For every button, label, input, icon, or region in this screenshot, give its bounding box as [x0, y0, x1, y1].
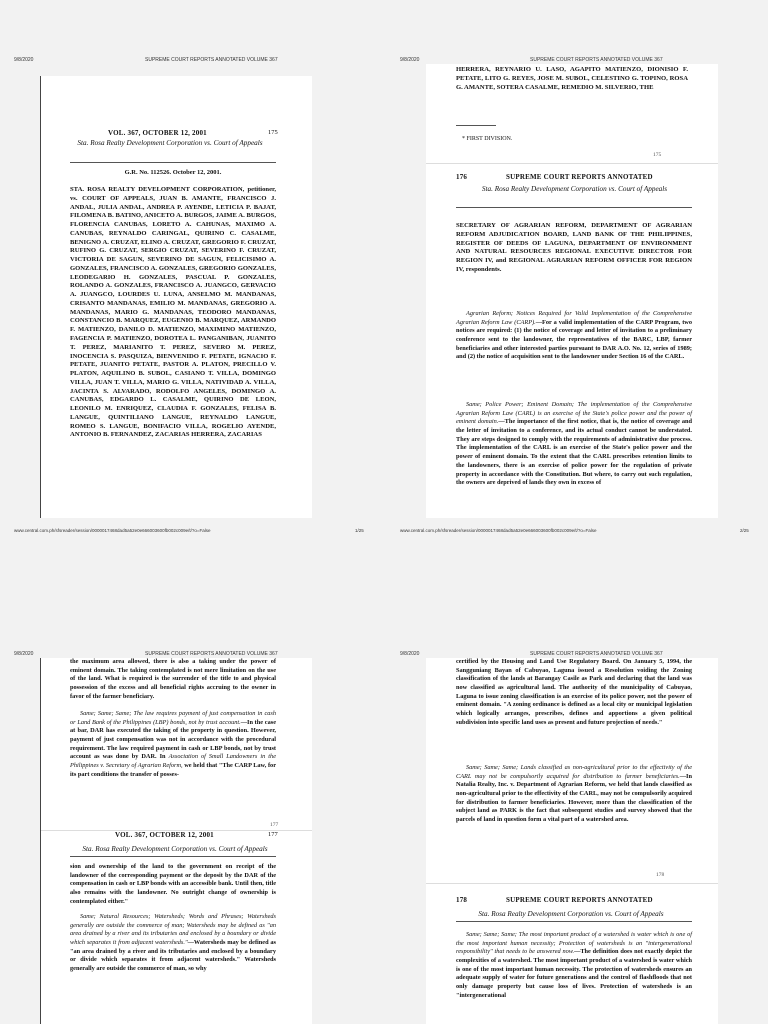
page-break-rule: [426, 163, 718, 164]
syllabus-5-topic: Same; Same; Same; Lands classified as non-agricultural prior to the effectivity of the CARL may not be compulsorily acquired for distribution to farmer beneficiaries.: [456, 764, 692, 780]
syllabus-4: [70, 913, 276, 974]
print-url: www.central.com.ph/sfsreader/session/0000017468dad5a52e0e666003600fb002c009e/t/?o=False: [14, 528, 211, 533]
print-date: 9/8/2020: [14, 651, 34, 657]
caption-rule: [456, 207, 692, 208]
syllabus-3-citation: Association of Small Landowners in the Philippines v. Secretary of Agrarian Reform,: [70, 753, 276, 770]
syllabus-5: [456, 764, 692, 825]
gr-number: G.R. No. 112526. October 12, 2001.: [124, 169, 222, 176]
page-number: 175: [268, 129, 278, 136]
syllabus-2-topic: Same; Police Power; Eminent Domain; The implementation of the Comprehensive Agrarian Reform Law (CARL) is an exercise of the State's police power and the power of eminent domain.: [456, 401, 692, 426]
case-parties-continued: HERRERA, REYNARIO U. LASO, AGAPITO MATIENZO, DIONISIO F. PETATE, LITO G. REYES, JOSE M. SUBOL, CELESTINO G. TOPINO, ROSA G. AMANTE, SOTERA CASALME, REMEDIO M. SILVERIO, THE: [456, 66, 688, 91]
page-edge-line: [40, 658, 41, 1024]
respondents: SECRETARY OF AGRARIAN REFORM, DEPARTMENT OF AGRARIAN REFORM ADJUDICATION BOARD, LAND BANK OF THE PHILIPPINES, REGISTER OF DEEDS OF LAGUNA, DEPARTMENT OF ENVIRONMENT AND NATURAL RESOURCES REGIONAL EXECUTIVE DIRECTOR FOR REGION IV, and REGIONAL AGRARIAN REFORM OFFICER FOR REGION IV, respondents.: [456, 222, 692, 273]
print-page-count: 1/25: [355, 528, 364, 533]
syllabus-4-text: —Watersheds may be defined as "an area drained by a river and its tributaries and enclosed by a boundary or divide which separates it from adjacent watersheds." Watersheds generally are outside the commerce of man, so why: [70, 939, 276, 973]
case-parties: STA. ROSA REALTY DEVELOPMENT CORPORATION, petitioner, vs. COURT OF APPEALS, JUAN B. AMANTE, FRANCISCO J. ANDAL, JULIA ANDAL, ANDREA P. AYENDE, LETICIA P. BAJAT, FILOMENA B. BATINO, ANICETO A. BURGOS, JAIME A. BURGOS, FLORENCIA CANUBAS, LORETO A. CAHUNAS, MAXIMO A. CANUBAS, REYNALDO CARINGAL, QUIRINO C. CASALME, BENIGNO A. CRUZAT, ELINO A. CRUZAT, GREGORIO F. CRUZAT, RUFINO G. CRUZAT, SERGIO CRUZAT, SEVERINO F. CRUZAT, VICTORIA DE SAGUN, SEVERINO DE SAGUN, FELICISIMO A. GONZALES, FRANCISCO A. GONZALES, GREGORIO GONZALES, LEODEGARIO H. GONZALES, PASCUAL P. GONZALES, ROLANDO A. GONZALES, FRANCISCO A. JUANGCO, GERVACIO A. JUANGCO, LOURDES U. LUNA, ANSELMO M. MANDANAS, CRISANTO MANDANAS, EMILIO M. MANDANAS, GREGORIO A. MANDANAS, MARIO G. MANDANAS, TEODORO MANDANAS, CONSTANCIO B. MARQUEZ, EUGENIO B. MARQUEZ, ARMANDO F. MATIENZO, DANILO D. MATIENZO, MAXIMINO MATIENZO, FAGENCIA P. MATIENZO, DOROTEA L. PANGANIBAN, JUANITO T. PEREZ, MARIANITO T. PEREZ, SEVERO M. PEREZ, INOCENCIA S. PASQUIZA, BIENVENIDO F. PETATE, IGNACIO F. PETATE, JUANITO PETATE, PASTOR A. PLATON, PRECILLO V. PLATON, AQUILINO B. SUBOL, CASIANO T. VILLA, DOMINGO VILLA, JUAN T. VILLA, MARIO G. VILLA, NATIVIDAD A. VILLA, JACINTA S. ALVARADO, RODOLFO ANGELES, DOMINGO A. CANUBAS, EDGARDO L. CASALME, QUIRINO DE LEON, LEONILO M. ENRIQUEZ, CLAUDIA F. GONZALES, FELISA B. LANGUE, QUINTILIANO LANGUE, REYNALDO LANGUE, ROMEO S. LANGUE, BONIFACIO VILLA, ROGELIO AYENDE, ANTONIO B. FERNANDEZ, ZACARIAS HERRERA, ZACARIAS: [70, 186, 276, 439]
print-title: SUPREME COURT REPORTS ANNOTATED VOLUME 367: [145, 57, 278, 63]
running-head: SUPREME COURT REPORTS ANNOTATED: [506, 173, 653, 181]
page-edge-line: [40, 76, 41, 518]
folio-number: 177: [270, 822, 279, 828]
running-head: SUPREME COURT REPORTS ANNOTATED: [506, 896, 653, 904]
page-3: [40, 658, 312, 1024]
print-date: 9/8/2020: [400, 651, 420, 657]
case-caption: Sta. Rosa Realty Development Corporation vs. Court of Appeals: [478, 910, 664, 918]
print-title: SUPREME COURT REPORTS ANNOTATED VOLUME 367: [530, 57, 663, 63]
syllabus-1-text: —For a valid implementation of the CARP Program, two notices are required: (1) the notice of coverage and letter of invitation to a preliminary conference sent to the landowner, the representatives of the BARC, LBP, farmer beneficiaries and other interested parties pursuant to DAR A.O. No. 12, series of 1989; and (2) the notice of acquisition sent to the landowner under Section 16 of the CARL.: [456, 318, 692, 361]
syllabus-6-text: —The definition does not exactly depict the complexities of a watershed. The most important product of a watershed is water which is one of the most important human necessity. The protection of watersheds ensures an adequate supply of water for future generations and the control of flashfloods that not only damage property but cause loss of lives. Protection of watersheds is an "intergenerational: [456, 948, 692, 999]
page-1: [40, 76, 312, 518]
running-head: VOL. 367, OCTOBER 12, 2001: [115, 831, 214, 839]
page-break-rule: [426, 883, 718, 884]
page-4: [426, 658, 718, 1024]
footnote-rule: [456, 125, 496, 126]
case-caption: Sta. Rosa Realty Development Corporation vs. Court of Appeals: [82, 845, 268, 853]
footnote: * FIRST DIVISION.: [462, 136, 513, 142]
print-date: 9/8/2020: [14, 57, 34, 63]
syllabus-3-text: —In the case at bar, DAR has executed the taking of the property in question. However, payment of just compensation was not in accordance with the procedural requirement. The law required payment in cash or LBP bonds, not by trust account as was done by DAR. In: [70, 718, 276, 761]
syllabus-3-topic: Same; Same; Same; The law requires payment of just compensation in cash or Land Bank of the Philippines (LBP) bonds, not by trust account.: [70, 710, 276, 726]
syllabus-6: [456, 931, 692, 1001]
syllabus-4-topic: Same; Natural Resources; Watersheds; Words and Phrases; Watersheds generally are outside the commerce of man; Watersheds may be defined as "an area drained by a river and its tributaries and enclosed by a boundary or divide which separates it from adjacent watersheds.": [70, 913, 276, 947]
caption-rule: [70, 162, 276, 163]
page-number: 176: [456, 173, 468, 181]
print-page-count: 2/25: [740, 528, 749, 533]
continued-text: sion and ownership of the land to the government on receipt of the landowner of the corresponding payment or the deposit by the DAR of the compensation in cash or LBP bonds with an accessible bank. Until then, title also remains with the landowner. No outright change of ownership is contemplated either.": [70, 863, 276, 905]
running-head: VOL. 367, OCTOBER 12, 2001: [108, 129, 207, 137]
opening-text: the maximum area allowed, there is also a taking under the power of eminent domain. The taking contemplated is not mere limitation on the use of the land. What is required is the surrender of the title to and physical possession of the excess and all beneficial rights accruing to the owner in favor of the farmer beneficiary.: [70, 658, 276, 700]
page-number: 178: [456, 896, 468, 904]
print-url: www.central.com.ph/sfsreader/session/0000017468dad5a52e0e666003600fb002c009e/t/?o=False: [400, 528, 597, 533]
page-number: 177: [268, 831, 278, 838]
syllabus-1-topic: Agrarian Reform; Notices Required for Valid Implementation of the Comprehensive Agrarian Reform Law (CARP).: [456, 310, 692, 326]
syllabus-2: [456, 401, 692, 488]
opening-paragraph: [70, 658, 276, 701]
syllabus-3: [70, 710, 276, 780]
continued-paragraph: [70, 863, 276, 906]
syllabus-1: [456, 310, 692, 362]
caption-rule: [456, 921, 692, 922]
print-date: 9/8/2020: [400, 57, 420, 63]
folio-number: 175: [653, 152, 662, 158]
print-title: SUPREME COURT REPORTS ANNOTATED VOLUME 367: [145, 651, 278, 657]
caption-rule: [70, 856, 276, 857]
syllabus-2-text: —The importance of the first notice, that is, the notice of coverage and the letter of invitation to a conference, and its actual conduct cannot be understated. They are steps designed to comply with the requirements of administrative due process. The implementation of the CARL is an exercise of the State's police power and the power of eminent domain. To the extent that the CARL prescribes retention limits to the landowners, there is an exercise of police power for the regulation of private property in accordance with the Constitution. But where, to carry out such regulation, the owners are deprived of lands they own in excess of: [456, 418, 692, 487]
case-caption: Sta. Rosa Realty Development Corporation vs. Court of Appeals: [481, 185, 668, 193]
print-title: SUPREME COURT REPORTS ANNOTATED VOLUME 367: [530, 651, 663, 657]
page-2: [426, 64, 718, 518]
opening-text: certified by the Housing and Land Use Regulatory Board. On January 5, 1994, the Sangguniang Bayan of Cabuyao, Laguna issued a Resolution voiding the Zoning classification of the lands at Barangay Casile as Park and declaring that the land was now classified as agricultural land. The authority of the municipality of Cabuyao, Laguna to issue zoning classification is an exercise of its police power, not the power of eminent domain. "A zoning ordinance is defined as a local city or municipal legislation which logically arranges, prescribes, defines and apportions a given political subdivision into specific land uses as present and future projection of needs.": [456, 658, 692, 726]
case-caption: Sta. Rosa Realty Development Corporation vs. Court of Appeals: [77, 139, 263, 147]
syllabus-5-text: —In Natalia Realty, Inc. v. Department of Agrarian Reform, we held that lands classified as non-agricultural prior to the effectivity of the CARL, may not be compulsorily acquired for distribution to farmer beneficiaries. However, more than the classification of the subject land as PARK is the fact that subsequent studies and survey showed that the parcels of land in question form a vital part of a watershed area.: [456, 772, 692, 824]
opening-paragraph: [456, 658, 692, 728]
syllabus-6-topic: Same; Same; Same; The most important product of a watershed is water which is one of the most important human necessity; Protection of watersheds is an "intergenerational responsibility" that needs to be answered now.: [456, 931, 692, 956]
folio-number: 178: [656, 872, 665, 878]
syllabus-3-holding: we held that "The CARP Law, for its part conditions the transfer of posses-: [70, 762, 276, 778]
